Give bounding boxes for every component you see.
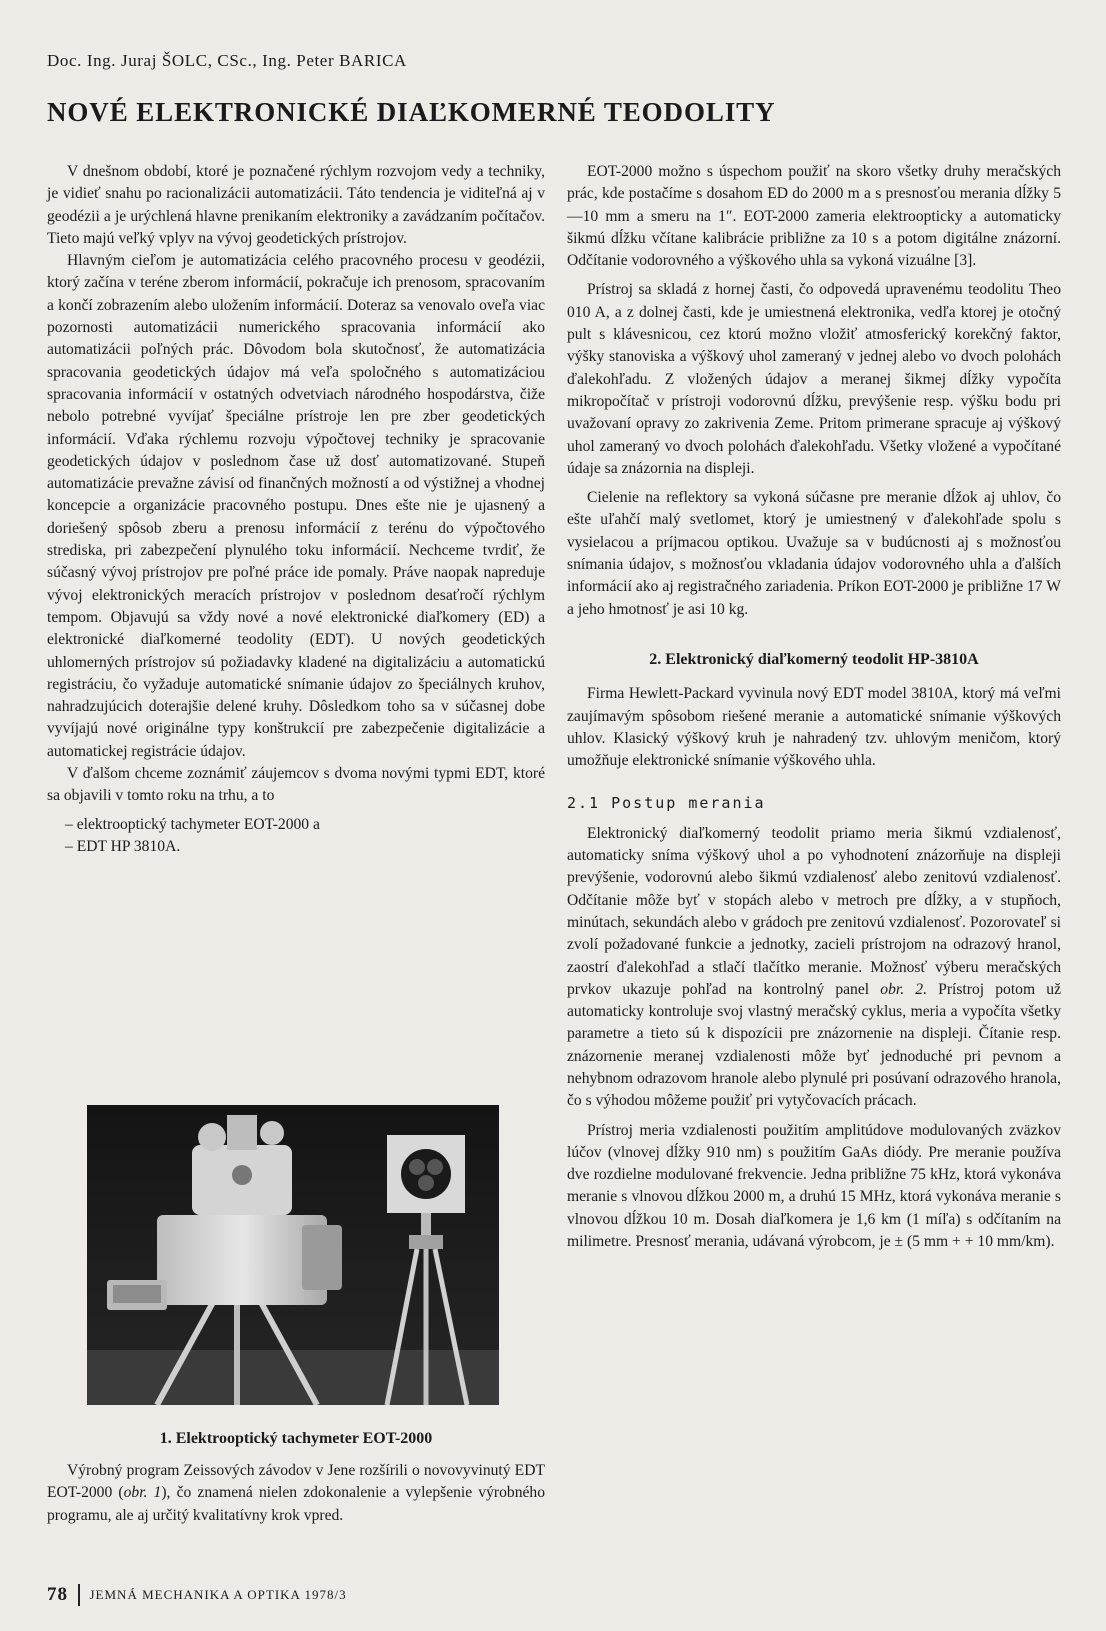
left-bottom-column [47, 1460, 545, 1527]
instrument-list [47, 814, 545, 859]
text-segment: ), čo znamená nielen zdokonalenie a vylepšenie výrobného programu, ale aj určitý kvalitatívny krok vpred. [47, 1484, 546, 1524]
text-segment: Prístroj potom už automaticky kontroluje svoj vlastný meračský cyklus, meria a vypočíta všetky parametre a tieto sú k dispozícii pre znázornenie na displeji. Čítanie resp. znázornenie meranej vzdialenosti môže byť jednoduché pri pevnom a nehybnom odrazovom hranole alebo plynulé pri posúvaní odrazového hranola, čo s výhodou môžeme použiť pri vytyčovacích prácach. [567, 980, 1061, 1110]
text-segment: Elektronický diaľkomerný teodolit priamo meria šikmú vzdialenosť, automaticky sníma výškový uhol a po vyhodnotení znázorňuje na displeji prevýšenie, vodorovnú alebo šikmú vzdialenosť alebo zenitovú vzdialenosť. Odčítanie môže byť v stopách alebo v metroch pre dĺžky, a v stupňoch, minútach, sekundách alebo v grádoch pre zenitovú vzdialenosť. Pozorovateľ si zvolí požadované funkcie a jednotky, zacieli prístrojom na odrazový hranol, zaostrí ďalekohľad a stlačí tlačítko meranie. Možnosť výberu meračských prvkov ukazuje pohľad na kontrolný panel [567, 824, 1061, 998]
eot-2000-photo [87, 1105, 499, 1405]
figure-reference: obr. 2. [880, 980, 927, 998]
article-title: NOVÉ ELEKTRONICKÉ DIAĽKOMERNÉ TEODOLITY [47, 97, 776, 127]
text-segment: Výrobný program Zeissových závodov v Jene rozšírili o novovyvinutý EDT EOT-2000 ( [47, 1462, 545, 1502]
list-item: – elektrooptický tachymeter EOT-2000 a [65, 815, 320, 833]
paragraph: Prístroj sa skladá z hornej časti, čo odpovedá upravenému teodolitu Theo 010 A, a z dolnej časti, kde je umiestnená elektronika, vedľa ktorej je otočný pult s klávesnicou, cez ktorú možno vložiť atmosferický korekčný faktor, výšky stanoviska a výškový uhol zameraný v jednej alebo vo dvoch polohách ďalekohľadu. Z vložených údajov a meranej šikmej dĺžky vypočíta mikropočítač v prístroji vodorovnú dĺžku, prevýšenie resp. výšku bodu pri uvažovaní opravy zo zakrivenia Zeme. Pritom primerane spracuje aj výškový uhol zameraný vo dvoch polohách ďalekohľadu. Všetky vložené a vypočítané údaje sa znázornia na displeji. [567, 281, 1061, 477]
paragraph: Hlavným cieľom je automatizácia celého pracovného procesu v geodézii, ktorý začína v teréne zberom informácií, pokračuje ich prenosom, spracovaním a končí zobrazením alebo uložením informácií. Doteraz sa venovalo oveľa viac pozornosti automatizácii numerického spracovania informácií ako automatizácii poľných prác. Dôvodom bola skutočnosť, že automatizácia spracovania geodetických údajov má veľa spoločného s automatizáciou spracovania informácií v ostatných odvetviach národného hospodárstva, čiže nebolo potrebné vyvíjať špeciálne prístroje len pre zber geodetických informácií. Vďaka rýchlemu rozvoju výpočtovej techniky je spracovanie geodetických údajov v poslednom čase už dosť automatizované. Stupeň automatizácie prevažne závisí od finančných možností a od výstižnej a vhodnej koncepcie a organizácie pracovného postupu. Dnes ešte nie je ujasnený a doriešený spôsob zberu a prenosu informácií z terénu do výpočtového strediska, pri zabezpečení plynulého toku informácií. Nechceme tvrdiť, že súčasný vývoj prístrojov pre poľné práce ide pomaly. Práve naopak napreduje vývoj elektronických meracích prístrojov v poslednom desaťročí rýchlym tempom. Objavujú sa vždy nové a nové elektronické diaľkomery (ED) a elektronické diaľkomerné teodolity (EDT). U nových geodetických uhlomerných prístrojov sú požiadavky kladené na digitalizáciu a automatickú registráciu, čo vyžaduje automatické snímanie údajov zo špeciálnych kruhov, nahradzujúcich doterajšie delené kruhy. Dôsledkom toho sa v súčasnej dobe vyvíjajú nové originálne typy konštrukcií pre zabezpečenie digitalizácie a automatickej registrácie údajov. [47, 252, 545, 760]
figure-1-caption: 1. Elektrooptický tachymeter EOT-2000 [159, 1430, 433, 1447]
paragraph [47, 1460, 545, 1527]
section-2-heading: 2. Elektronický diaľkomerný teodolit HP-3810A [649, 650, 979, 668]
paragraph: Firma Hewlett-Packard vyvinula nový EDT model 3810A, ktorý má veľmi zaujímavým spôsobom riešené meranie a automatické snímanie výškových uhlov. Klasický výškový kruh je nahradený tzv. uhlovým meničom, ktorý umožňuje elektronické snímanie výškového uhla. [567, 685, 1061, 770]
paragraph: V ďalšom chceme zoznámiť záujemcov s dvoma novými typmi EDT, ktoré sa objavili v tomto roku na trhu, a to [47, 765, 545, 805]
paragraph: Cielenie na reflektory sa vykoná súčasne pre meranie dĺžok aj uhlov, čo ešte uľahčí malý svetlomet, ktorý je umiestnený v ďalekohľade spolu s vysielacou a príjmacou optikou. Uvažuje sa v budúcnosti aj s možnosťou snímania údajov, s možnosťou vkladania údajov vodorovného uhla a ďalších informácií ako aj registračného zariadenia. Príkon EOT-2000 je približne 17 W a jeho hmotnosť je asi 10 kg. [567, 489, 1061, 618]
paragraph: EOT-2000 možno s úspechom použiť na skoro všetky druhy meračských prác, kde postačíme s dosahom ED do 2000 m a s presnosťou merania dĺžky 5—10 mm a smeru na 1″. EOT-2000 zameria elektroopticky a automaticky šikmú dĺžku včítane kalibrácie približne za 10 s a potom digitálne znázorní. Odčítanie vodorovného a výškového uhla sa vykoná vizuálne [3]. [567, 163, 1061, 270]
section-2-1-heading: 2.1 Postup merania [567, 794, 766, 813]
paragraph [567, 823, 1061, 1113]
page-number: 78 [47, 1584, 68, 1605]
list-item: – EDT HP 3810A. [65, 837, 181, 855]
paragraph: V dnešnom období, ktoré je poznačené rýchlym rozvojom vedy a techniky, je vidieť snahu po racionalizácii automatizácii. Táto tendencia je viditeľná aj v geodézii a je urýchlená hlavne prenikaním elektroniky a zavádzaním počítačov. Tieto majú veľký vplyv na vývoj geodetických prístrojov. [47, 163, 545, 247]
page-footer [47, 1584, 347, 1606]
journal-name: JEMNÁ MECHANIKA A OPTIKA 1978/3 [89, 1587, 347, 1602]
right-column [567, 161, 1061, 1253]
footer-divider [78, 1584, 80, 1606]
authors-line: Doc. Ing. Juraj ŠOLC, CSc., Ing. Peter BARICA [47, 51, 407, 70]
figure-reference: obr. 1 [123, 1484, 162, 1502]
left-column [47, 161, 545, 858]
paragraph: Prístroj meria vzdialenosti použitím amplitúdove modulovaných zväzkov lúčov (vlnovej dĺžky 910 nm) s použitím GaAs diódy. Pre meranie používa dve rozdielne modulované frekvencie. Jedna približne 75 kHz, ktorá vykonáva meranie s vlnovou dĺžkou 2000 m, a druhú 15 MHz, ktorá vykonáva meranie s vlnovou dĺžkou 10 m. Dosah diaľkomera je 1,6 km (1 míľa) s odčítaním na milimetre. Presnosť merania, udávaná výrobcom, je ± (5 mm + + 10 mm/km). [567, 1121, 1061, 1251]
